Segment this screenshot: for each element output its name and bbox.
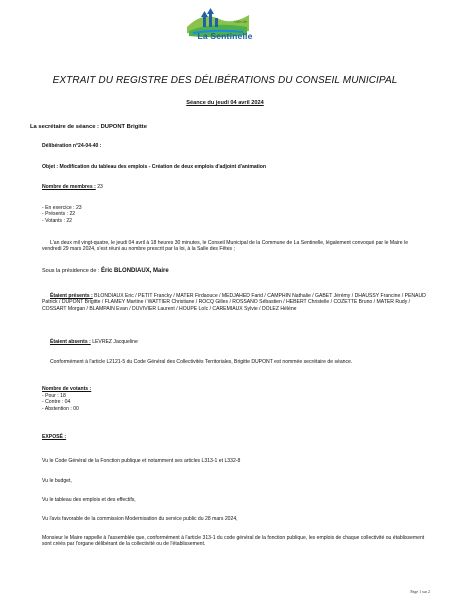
absent-members — [50, 339, 138, 345]
conformity-paragraph: Conformément à l'article L2121-5 du Code Général des Collectivités Territoriales, Brigitte DUPONT est nommée secrétaire de séance. — [50, 359, 353, 365]
expose-heading: EXPOSÉ : — [42, 434, 67, 440]
present-members — [42, 293, 427, 312]
votes-abstention: - Abstention : 00 — [42, 405, 79, 412]
votes-label: Nombre de votants : — [42, 386, 92, 392]
votes-for: - Pour : 18 — [42, 393, 66, 399]
votes-against: - Contre : 04 — [42, 399, 71, 406]
brand-small-text: Ville de — [234, 19, 248, 24]
members-voting: - Votants : 22 — [42, 217, 73, 224]
presidency-name: Éric BLONDIAUX, Maire — [101, 268, 169, 274]
absent-list: LEVREZ Jacqueline — [92, 339, 138, 345]
absent-label: Étaient absents : — [50, 339, 91, 345]
page-number: Page 1 sur 2 — [410, 589, 430, 594]
document-title: EXTRAIT DU REGISTRE DES DÉLIBÉRATIONS DU CONSEIL MUNICIPAL — [52, 75, 398, 86]
expose-staff-table: Vu le tableau des emplois et des effectifs, — [42, 497, 136, 503]
deliberation-object: Objet : Modification du tableau des emplois - Création de deux emplois d'adjoint d'animation — [42, 164, 267, 170]
members-label: Nombre de membres : — [42, 184, 96, 190]
brand-name: La Sentinelle — [197, 31, 253, 41]
members-count — [42, 184, 103, 190]
members-list — [42, 205, 82, 224]
present-label: Étaient présents : — [50, 293, 93, 299]
expose-mayor-reminder: Monsieur le Maire rappelle à l'assemblée que, conformément à l'article 313-1 du code général de la fonction publique, les emplois de chaque collectivité ou établissement sont créés par l'organe délibérant de la collectivité ou de l'établissement. — [42, 535, 425, 548]
session-date: Séance du jeudi 04 avril 2024 — [186, 100, 264, 106]
members-in-office: - En exercice : 23 — [42, 205, 82, 211]
members-value: 23 — [97, 184, 103, 190]
expose-code-reference: Vu le Code Général de la Fonction publique et notamment ses articles L313-1 et L332-8 — [42, 458, 241, 464]
present-list: BLONDIAUX Eric / PETIT Francky / MATER Firdaouce / MEDJAHED Farid / CAMPHIN Nathalie / GABET Jérémy / DHAUSSY Francine / PENAUD Patrick / DUPONT Brigitte / FLAMEY Martine / WATTIER Christiane / ROCQ Gilles / ROSSANO Sébastien / HEBERT Christelle / COZETTE Bruno / MATER Rudy / COSSART Morgan / BLAMPAIN Evan / DUVIVIER Laurent / HOUPE Loïc / CAREMIAUX Sylvie / DOLEZ Hélène — [42, 293, 426, 312]
expose-commission-opinion: Vu l'avis favorable de la commission Modernisation du service public du 28 mars 2024, — [42, 516, 238, 522]
expose-budget: Vu le budget, — [42, 478, 72, 484]
presidency-line — [42, 268, 169, 274]
members-present: - Présents : 22 — [42, 211, 76, 218]
votes-list — [42, 393, 79, 412]
presidency-label: Sous la présidence de : — [42, 268, 100, 274]
intro-paragraph: L'an deux mil vingt-quatre, le jeudi 04 avril à 18 heures 30 minutes, le Conseil Municipal de la Commune de La Sentinelle, légalement convoqué par le Maire le vendredi 29 mars 2024, s'est réuni au nombre prescrit par la loi, à la Salle des Fêtes ; — [42, 240, 409, 253]
secretary-line: La secrétaire de séance : DUPONT Brigitte — [30, 124, 147, 130]
deliberation-number: Délibération n°24-04-40 : — [42, 143, 102, 149]
